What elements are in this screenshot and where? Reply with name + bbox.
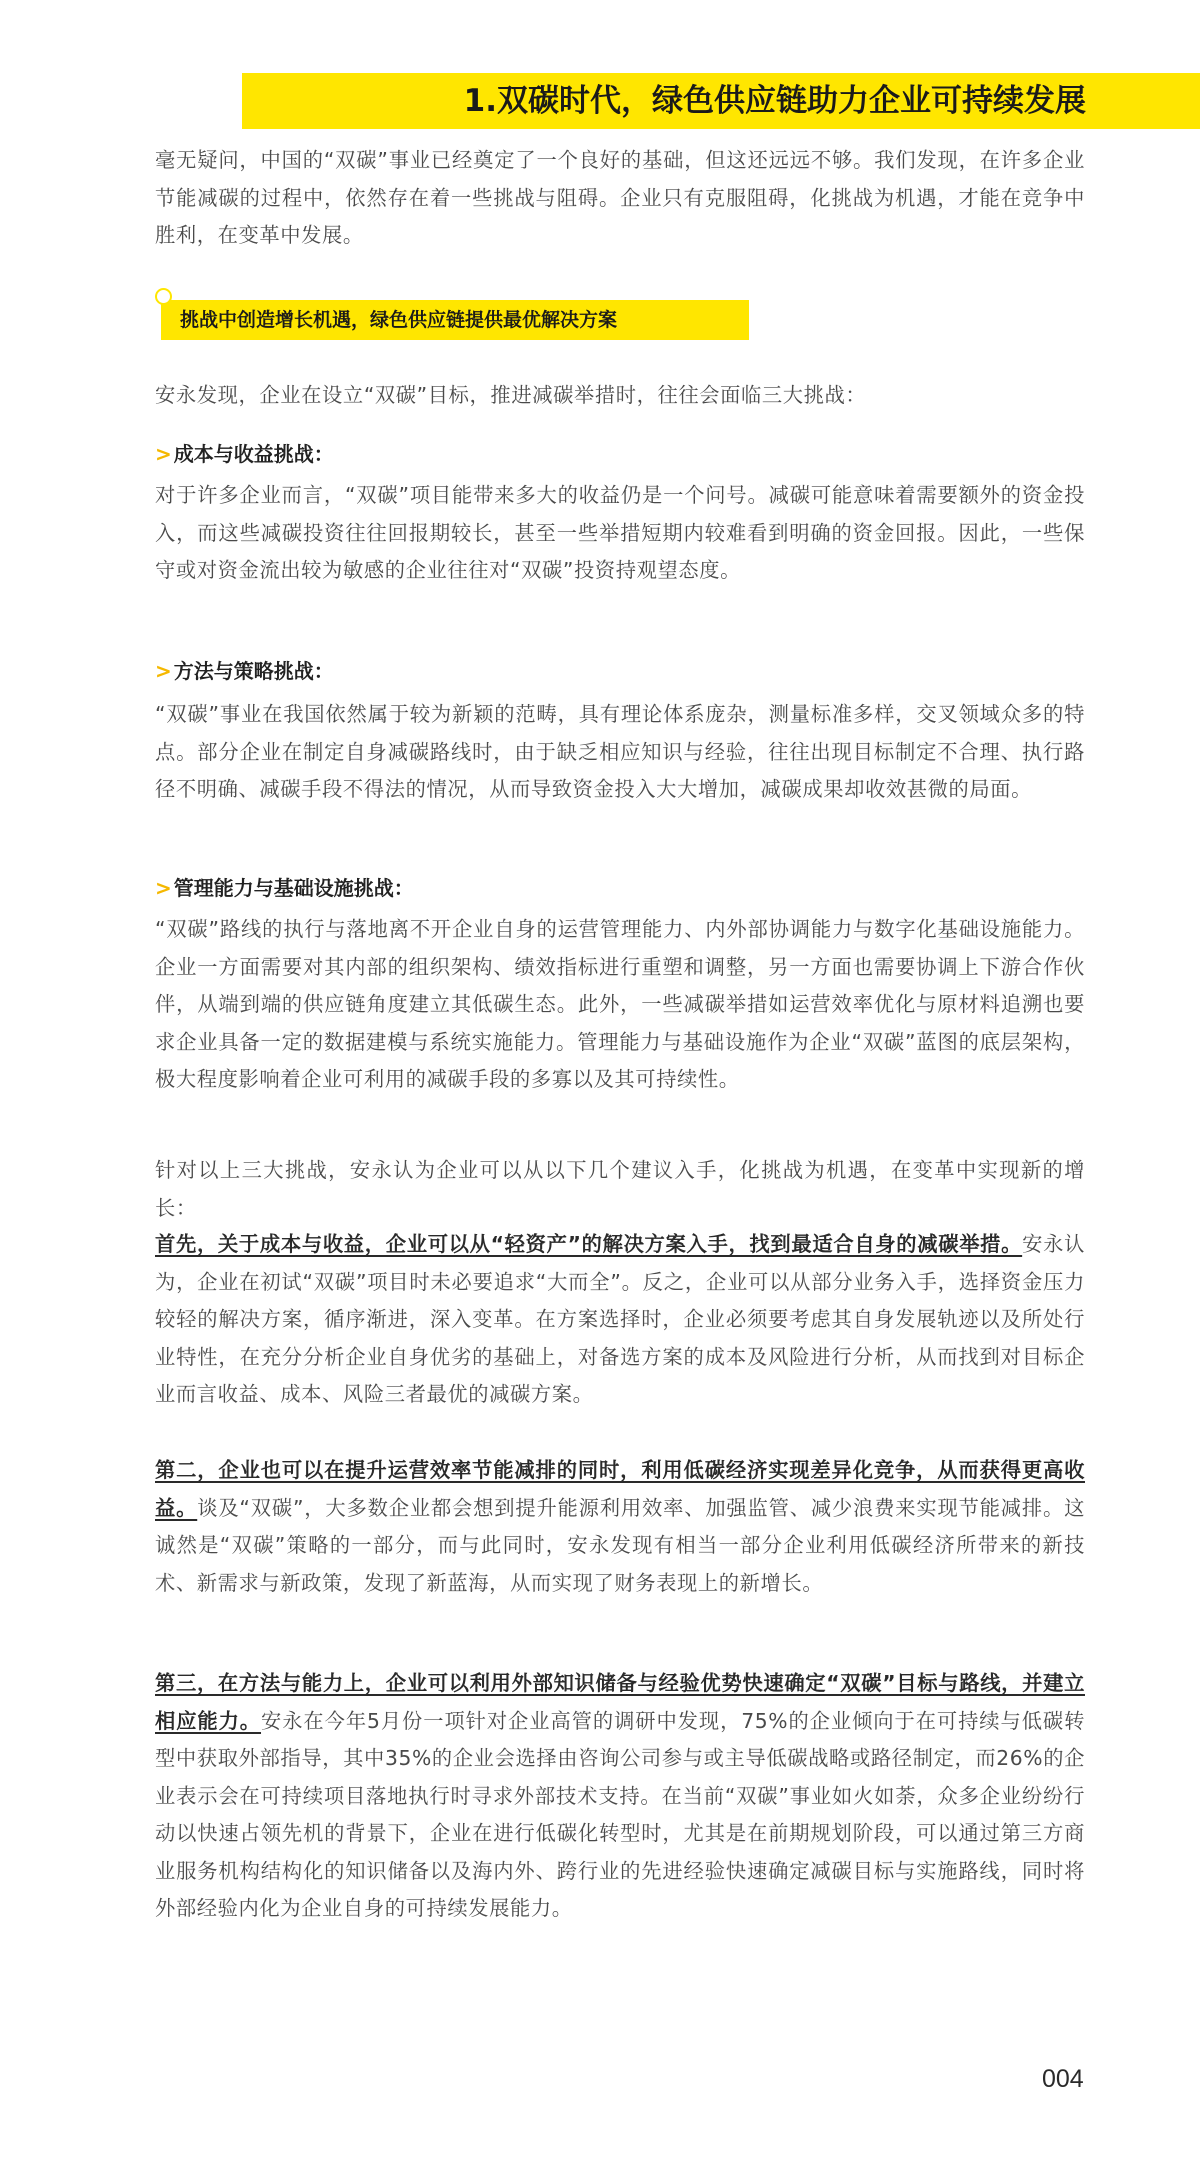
page-number: 004 xyxy=(1042,2065,1084,2093)
circle-bullet-icon xyxy=(155,288,172,305)
challenge-heading-management xyxy=(155,872,414,901)
suggestion-second-text: 谈及“双碳”，大多数企业都会想到提升能源利用效率、加强监管、减少浪费来实现节能减排。这诚然是“双碳”策略的一部分，而与此同时，安永发现有相当一部分企业利用低碳经济所带来的新技术、新需求与新政策，发现了新蓝海，从而实现了财务表现上的新增长。 xyxy=(155,1495,1085,1595)
challenge-title: 方法与策略挑战： xyxy=(173,659,334,683)
title-banner xyxy=(242,73,1200,129)
suggestion-third-text: 安永在今年5月份一项针对企业高管的调研中发现，75%的企业倾向于在可持续与低碳转型中获取外部指导，其中35%的企业会选择由咨询公司参与或主导低碳战略或路径制定，而26%的企业表示会在可持续项目落地执行时寻求外部技术支持。在当前“双碳”事业如火如荼，众多企业纷纷行动以快速占领先机的背景下，企业在进行低碳化转型时，尤其是在前期规划阶段，可以通过第三方商业服务机构结构化的知识储备以及海内外、跨行业的先进经验快速确定减碳目标与实施路线，同时将外部经验内化为企业自身的可持续发展能力。 xyxy=(155,1708,1085,1920)
chevron-right-icon: > xyxy=(155,659,172,683)
page-title: 1.双碳时代，绿色供应链助力企业可持续发展 xyxy=(463,83,1086,119)
suggestion-third xyxy=(155,1665,1085,1928)
suggestions-intro: 针对以上三大挑战，安永认为企业可以从以下几个建议入手，化挑战为机遇，在变革中实现新的增长： xyxy=(155,1158,1085,1220)
challenge-title: 管理能力与基础设施挑战： xyxy=(173,876,414,900)
section-subhead xyxy=(161,300,749,340)
subhead-text: 挑战中创造增长机遇，绿色供应链提供最优解决方案 xyxy=(180,309,618,331)
suggestion-first xyxy=(155,1226,1085,1414)
challenge-heading-method xyxy=(155,655,334,684)
suggestion-first-lead: 首先，关于成本与收益，企业可以从“轻资产”的解决方案入手，找到最适合自身的减碳举措。 xyxy=(155,1232,1023,1256)
challenge-title: 成本与收益挑战： xyxy=(173,442,334,466)
challenges-intro: 安永发现，企业在设立“双碳”目标，推进减碳举措时，往往会面临三大挑战： xyxy=(155,383,867,407)
suggestion-third-lead: 第三，在方法与能力上，企业可以利用外部知识储备与经验优势快速确定“双碳”目标与路线，并建立相应能力。 xyxy=(155,1671,1085,1733)
challenge-text-method: “双碳”事业在我国依然属于较为新颖的范畴，具有理论体系庞杂，测量标准多样，交叉领域众多的特点。部分企业在制定自身减碳路线时，由于缺乏相应知识与经验，往往出现目标制定不合理、执行路径不明确、减碳手段不得法的情况，从而导致资金投入大大增加，减碳成果却收效甚微的局面。 xyxy=(155,702,1085,801)
suggestion-first-text: 安永认为，企业在初试“双碳”项目时未必要追求“大而全”。反之，企业可以从部分业务入手，选择资金压力较轻的解决方案，循序渐进，深入变革。在方案选择时，企业必须要考虑其自身发展轨迹以及所处行业特性，在充分分析企业自身优劣的基础上，对备选方案的成本及风险进行分析，从而找到对目标企业而言收益、成本、风险三者最优的减碳方案。 xyxy=(155,1232,1085,1406)
challenge-heading-cost xyxy=(155,438,334,467)
chevron-right-icon: > xyxy=(155,442,172,466)
suggestion-second-lead: 第二，企业也可以在提升运营效率节能减排的同时，利用低碳经济实现差异化竞争，从而获得更高收益。 xyxy=(155,1458,1085,1520)
chevron-right-icon: > xyxy=(155,876,172,900)
challenge-text-cost: 对于许多企业而言，“双碳”项目能带来多大的收益仍是一个问号。减碳可能意味着需要额外的资金投入，而这些减碳投资往往回报期较长，甚至一些举措短期内较难看到明确的资金回报。因此，一些保守或对资金流出较为敏感的企业往往对“双碳”投资持观望态度。 xyxy=(155,483,1085,582)
intro-paragraph: 毫无疑问，中国的“双碳”事业已经奠定了一个良好的基础，但这还远远不够。我们发现，在许多企业节能减碳的过程中，依然存在着一些挑战与阻碍。企业只有克服阻碍，化挑战为机遇，才能在竞争中胜利，在变革中发展。 xyxy=(155,148,1085,247)
suggestion-second xyxy=(155,1452,1085,1602)
challenge-text-management: “双碳”路线的执行与落地离不开企业自身的运营管理能力、内外部协调能力与数字化基础设施能力。企业一方面需要对其内部的组织架构、绩效指标进行重塑和调整，另一方面也需要协调上下游合作伙伴，从端到端的供应链角度建立其低碳生态。此外，一些减碳举措如运营效率优化与原材料追溯也要求企业具备一定的数据建模与系统实施能力。管理能力与基础设施作为企业“双碳”蓝图的底层架构，极大程度影响着企业可利用的减碳手段的多寡以及其可持续性。 xyxy=(155,917,1085,1091)
